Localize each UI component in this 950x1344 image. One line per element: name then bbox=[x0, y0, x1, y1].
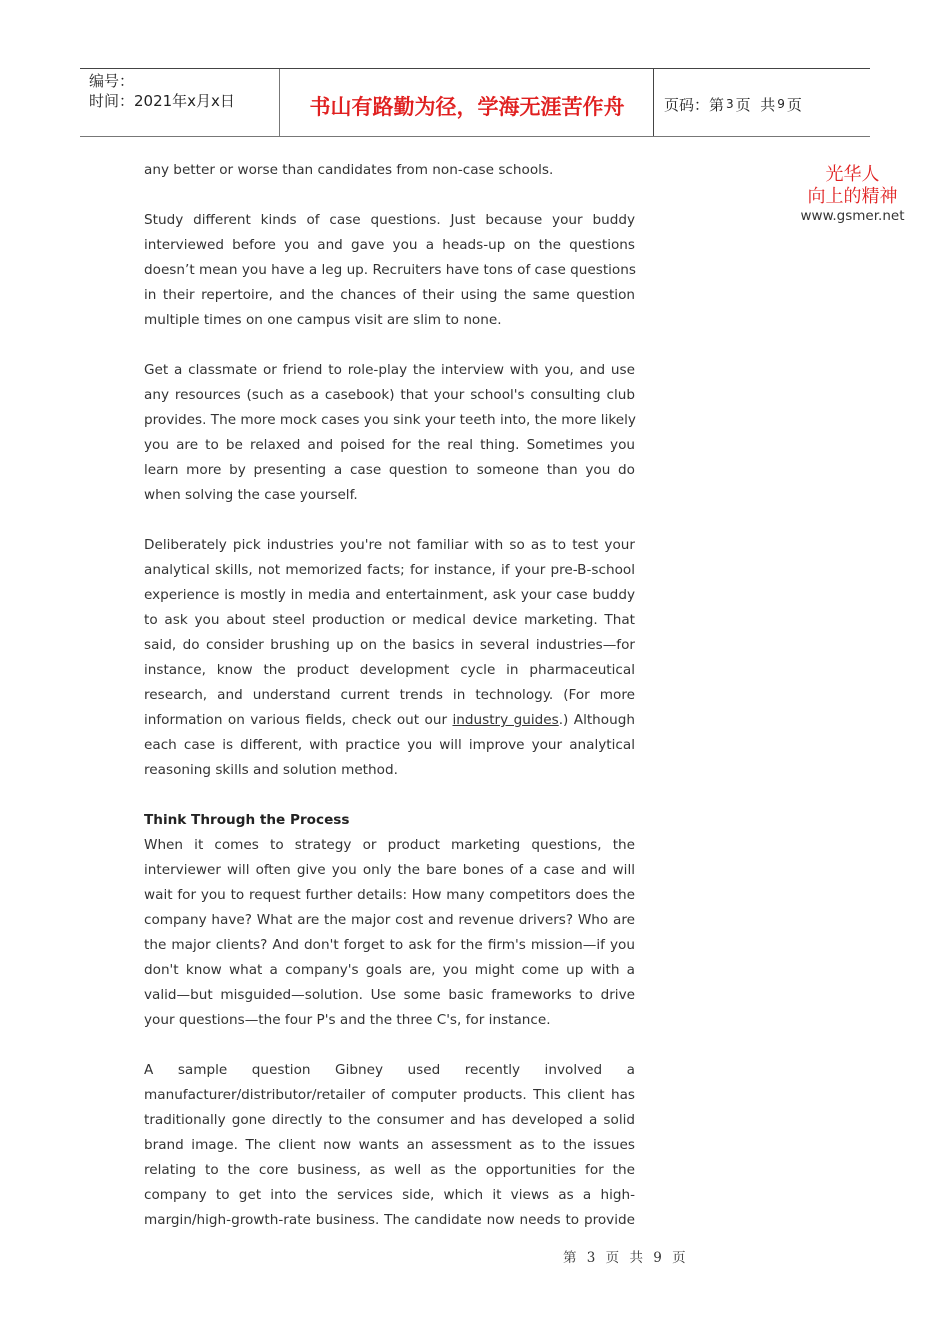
text-line: multiple times on one campus visit are slim to none. bbox=[144, 312, 502, 328]
header-page-info bbox=[664, 69, 802, 136]
text-line: company have? What are the major cost and revenue drivers? Who are bbox=[144, 912, 635, 928]
paragraph bbox=[144, 533, 635, 783]
text-line: brand image. The client now wants an assessment as to the issues bbox=[144, 1137, 635, 1153]
text-line: the major clients? And don't forget to ask for the firm's mission—if you bbox=[144, 937, 635, 953]
text-line: interviewer will often give you only the bare bones of a case and will bbox=[144, 862, 635, 878]
text-line: When it comes to strategy or product marketing questions, the bbox=[144, 837, 635, 853]
header-meta-cell bbox=[80, 69, 280, 136]
text-line: instance, know the product development cycle in pharmaceutical bbox=[144, 662, 635, 678]
paragraph-lines bbox=[144, 733, 635, 783]
paragraph bbox=[144, 1058, 635, 1233]
text-line: Study different kinds of case questions. Just because your buddy bbox=[144, 212, 635, 228]
text-line: margin/high-growth-rate business. The candidate now needs to provide bbox=[144, 1212, 635, 1228]
paragraph-lines bbox=[144, 533, 635, 708]
text-line: interviewed before you and gave you a heads-up on the questions bbox=[144, 237, 635, 253]
text-line: you are to be relaxed and poised for the real thing. Sometimes you bbox=[144, 437, 635, 453]
text-line: experience is mostly in media and entertainment, ask your case buddy bbox=[144, 587, 635, 603]
paragraph bbox=[144, 208, 635, 333]
section-heading: Think Through the Process bbox=[144, 812, 350, 828]
time-label: 时间：2021年x月x日 bbox=[89, 92, 235, 110]
link-suffix: .) Although bbox=[558, 712, 635, 728]
text-line: Deliberately pick industries you're not familiar with so as to test your bbox=[144, 537, 635, 553]
watermark-line2: 向上的精神 bbox=[807, 186, 898, 207]
text-line: valid—but misguided—solution. Use some basic frameworks to drive bbox=[144, 987, 635, 1003]
text-line: manufacturer/distributor/retailer of computer products. This client has bbox=[144, 1087, 635, 1103]
industry-guides-link[interactable]: industry guides bbox=[452, 712, 559, 728]
text-line: relating to the core business, as well as the opportunities for the bbox=[144, 1162, 635, 1178]
text-line: any better or worse than candidates from non-case schools. bbox=[144, 162, 554, 178]
link-prefix: information on various fields, check out our bbox=[144, 712, 453, 728]
page-mid: 页 共 bbox=[735, 95, 776, 114]
text-line bbox=[144, 708, 635, 733]
document-body bbox=[144, 158, 635, 1258]
text-line: company to get into the services side, which it views as a high- bbox=[144, 1187, 635, 1203]
paragraph bbox=[144, 358, 635, 508]
text-line: your questions—the four P's and the three C's, for instance. bbox=[144, 1012, 551, 1028]
page-total: 9 bbox=[777, 97, 785, 111]
text-line: analytical skills, not memorized facts; for instance, if your pre-B-school bbox=[144, 562, 635, 578]
number-label: 编号： bbox=[89, 72, 135, 90]
page-suffix: 页 bbox=[786, 95, 802, 114]
text-line: don't know what a company's goals are, you might come up with a bbox=[144, 962, 635, 978]
paragraph bbox=[144, 833, 635, 1033]
text-line: any resources (such as a casebook) that your school's consulting club bbox=[144, 387, 635, 403]
text-line: wait for you to request further details: How many competitors does the bbox=[144, 887, 635, 903]
watermark-line1: 光华人 bbox=[825, 164, 880, 185]
text-line: said, do consider brushing up on the basics in several industries—for bbox=[144, 637, 635, 653]
text-line: doesn’t mean you have a leg up. Recruiters have tons of case questions bbox=[144, 262, 636, 278]
text-line: in their repertoire, and the chances of their using the same question bbox=[144, 287, 635, 303]
paragraph bbox=[144, 158, 635, 183]
text-line: provides. The more mock cases you sink your teeth into, the more likely bbox=[144, 412, 636, 428]
text-line: Get a classmate or friend to role-play the interview with you, and use bbox=[144, 362, 635, 378]
text-line: each case is different, with practice you will improve your analytical bbox=[144, 737, 635, 753]
text-line: to ask you about steel production or medical device marketing. That bbox=[144, 612, 635, 628]
header-motto: 书山有路勤为径，学海无涯苦作舟 bbox=[281, 69, 654, 136]
text-line: reasoning skills and solution method. bbox=[144, 762, 398, 778]
page-footer: 第 3 页 共 9 页 bbox=[563, 1250, 686, 1266]
watermark bbox=[795, 164, 910, 224]
page-header bbox=[80, 68, 870, 137]
page-prefix: 页码：第 bbox=[664, 95, 725, 114]
text-line: when solving the case yourself. bbox=[144, 487, 358, 503]
text-line: A sample question Gibney used recently involved a bbox=[144, 1062, 635, 1078]
text-line: traditionally gone directly to the consumer and has developed a solid bbox=[144, 1112, 635, 1128]
watermark-url: www.gsmer.net bbox=[800, 208, 905, 224]
text-line: learn more by presenting a case question to someone than you do bbox=[144, 462, 635, 478]
page-current: 3 bbox=[726, 97, 734, 111]
text-line: research, and understand current trends in technology. (For more bbox=[144, 687, 635, 703]
